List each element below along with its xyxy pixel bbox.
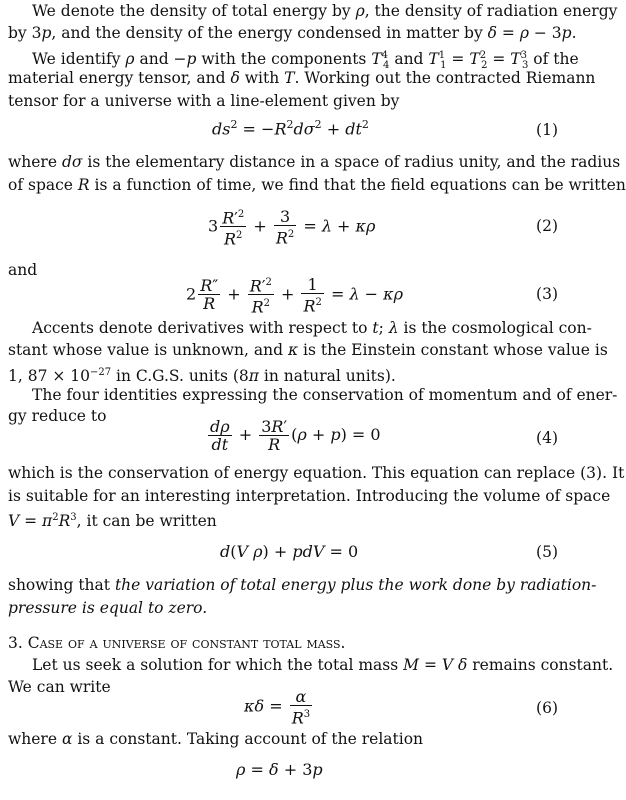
equation-2 xyxy=(0,206,566,249)
section-heading: 3. Case of a universe of constant total mass. xyxy=(8,634,346,652)
equation-number: (6) xyxy=(536,699,558,717)
equation-body: ρ = δ + 3p xyxy=(236,760,323,779)
equation-number: (5) xyxy=(536,543,558,561)
equation-7 xyxy=(0,760,566,800)
equation-4 xyxy=(0,418,566,458)
text-line: Accents denote derivatives with respect to t; λ is the cosmological con- xyxy=(32,319,592,337)
text-line: is suitable for an interesting interpretation. Introducing the volume of space xyxy=(8,487,611,505)
text-line: of space R is a function of time, we find that the field equations can be written xyxy=(8,176,626,194)
text-line: pressure is equal to zero. xyxy=(8,599,208,617)
equation-body: $ds^2 = -R^2d\sigma^2 + dt^2$ xyxy=(212,118,369,139)
equation-body: $\frac{d\rho}{dt}$ + $\frac{3R'}{R}$ (ρ + p) = 0 xyxy=(210,417,381,454)
text-line: $V = \pi^2R^3$, it can be written xyxy=(8,512,217,531)
text-line: We can write xyxy=(8,678,111,696)
text-line: stant whose value is unknown, and κ is the Einstein constant whose value is xyxy=(8,341,608,359)
equation-number: (4) xyxy=(536,429,558,447)
text-line: showing that the variation of total energy plus the work done by radiation- xyxy=(8,576,597,594)
text-line: and xyxy=(8,261,38,279)
equation-body: κδ = $\frac{\alpha}{R^3}$ xyxy=(244,687,311,728)
equation-number: (2) xyxy=(536,217,558,235)
equation-number: (1) xyxy=(536,121,558,139)
equation-body: d(V ρ) + pdV = 0 xyxy=(220,542,359,561)
text-line: where α is a constant. Taking account of the relation xyxy=(8,730,424,748)
text-line: We denote the density of total energy by ρ, the density of radiation energy xyxy=(32,2,618,20)
equation-3 xyxy=(0,274,566,317)
text-line: material energy tensor, and δ with T. Working out the contracted Riemann xyxy=(8,69,596,87)
equation-6 xyxy=(0,688,566,728)
equation-number: (3) xyxy=(536,285,558,303)
equation-body: 2 $\frac{R''}{R}$ + $\frac{R'^2}{R^2}$ + $\frac{1}{R^2}$ = λ − κρ xyxy=(186,274,404,317)
text-line: 1, $87 \times 10^{-27}$ in C.G.S. units (8π in natural units). xyxy=(8,367,396,386)
text-line: tensor for a universe with a line-element given by xyxy=(8,92,400,110)
text-line: by 3p, and the density of the energy condensed in matter by δ = ρ − 3p. xyxy=(8,24,577,42)
text-line: where dσ is the elementary distance in a space of radius unity, and the radius xyxy=(8,153,621,171)
text-line: gy reduce to xyxy=(8,407,107,425)
text-line: We identify ρ and −p with the components $T^4_4$ and $T^1_1 = T^2_2 = T^3_3$ of the xyxy=(32,50,579,72)
text-line: which is the conservation of energy equation. This equation can replace (3). It xyxy=(8,464,625,482)
text-line: The four identities expressing the conservation of momentum and of ener- xyxy=(32,386,618,404)
equation-body: 3 $\frac{R'^2}{R^2}$ + $\frac{3}{R^2}$ = λ + κρ xyxy=(208,206,376,249)
text-line: Let us seek a solution for which the total mass M = V δ remains constant. xyxy=(32,656,614,674)
equation-1 xyxy=(0,118,566,158)
